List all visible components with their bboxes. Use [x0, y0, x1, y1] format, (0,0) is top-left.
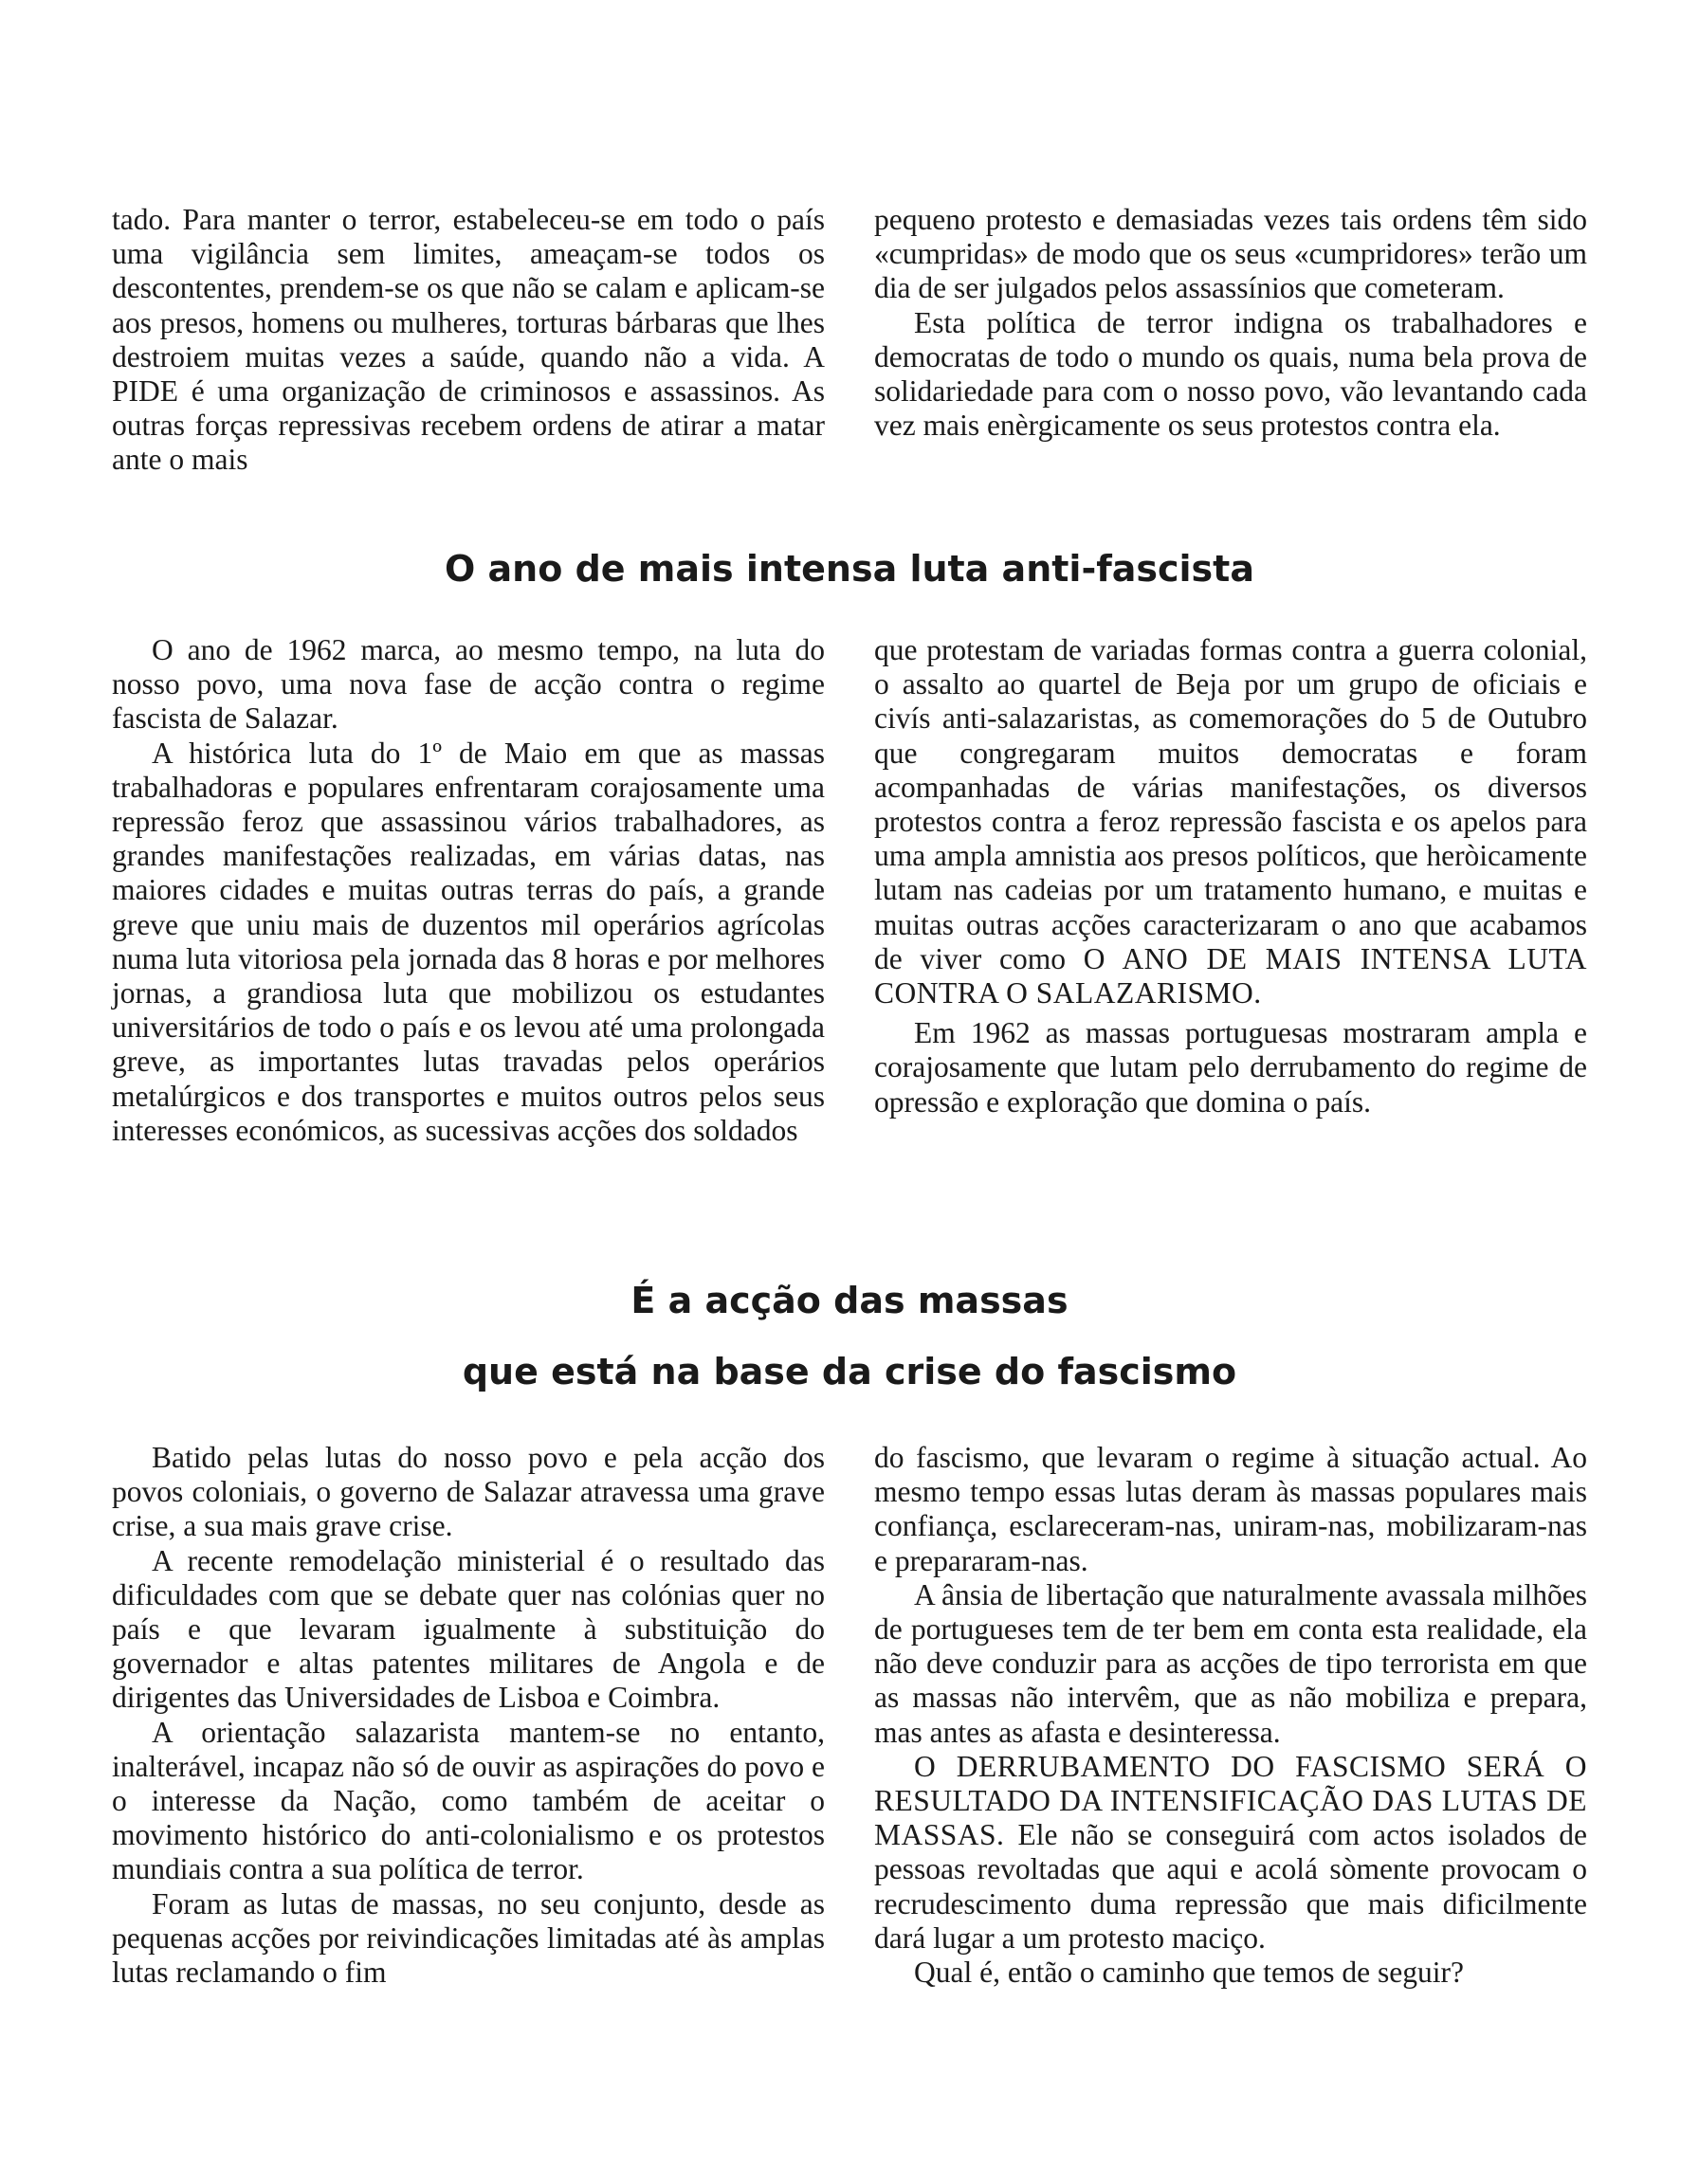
emphasis-text: O DERRUBAMENTO DO FASCISMO SERÁ O RESULTADO DA INTENSIFICAÇÃO DAS LUTAS DE MASSAS.	[874, 1749, 1587, 1852]
paragraph: do fascismo, que levaram o regime à situação actual. Ao mesmo tempo essas lutas deram às massas populares mais confiança, esclareceram-nas, uniram-nas, mobilizaram-nas e prepararam-nas.	[874, 1441, 1587, 1577]
paragraph: Foram as lutas de massas, no seu conjunto, desde as pequenas acções por reivindicações limitadas até às amplas lutas reclamando o fim	[112, 1886, 825, 1990]
section-heading-fascism-crisis: que está na base da crise do fascismo	[462, 1351, 1237, 1392]
paragraph: tado. Para manter o terror, estabeleceu-se em todo o país uma vigilância sem limites, ameaçam-se todos os descontentes, prendem-se os que não se calam e aplicam-se aos presos, homens ou mulheres, torturas bárbaras que lhes destroiem muitas vezes a saúde, quando não a vida. A PIDE é uma organização de criminosos e assassinos. As outras forças repressivas recebem ordens de atirar a matar ante o mais	[112, 203, 825, 477]
paragraph	[874, 633, 1587, 1010]
section-3-right-column	[874, 1441, 1587, 1990]
paragraph: Em 1962 as massas portuguesas mostraram ampla e corajosamente que lutam pelo derrubamento do regime de opressão e exploração que domina o país.	[874, 1016, 1587, 1119]
section-1-columns	[112, 203, 1587, 478]
paragraph-text: Ele não se conseguirá com actos isolados de pessoas revoltadas que aqui e acolá sòmente provocam o recrudescimento duma repressão que mais dificilmente dará lugar a um protesto maciço.	[874, 1818, 1588, 1955]
section-2-columns	[112, 633, 1587, 1148]
paragraph	[874, 1750, 1587, 1956]
section-2-left-column	[112, 633, 825, 1148]
paragraph: O ano de 1962 marca, ao mesmo tempo, na luta do nosso povo, uma nova fase de acção contra o regime fascista de Salazar.	[112, 633, 825, 736]
section-1-right-column	[874, 203, 1587, 478]
paragraph: Esta política de terror indigna os trabalhadores e democratas de todo o mundo os quais, numa bela prova de solidariedade para com o nosso povo, vão levantando cada vez mais enèrgicamente os seus protestos contra ela.	[874, 305, 1587, 443]
paragraph: A ânsia de libertação que naturalmente avassala milhões de portugueses tem de ter bem em conta esta realidade, ela não deve conduzir para as acções de tipo terrorista em que as massas não intervêm, que as não mobiliza e prepara, mas antes as afasta e desinteressa.	[874, 1577, 1587, 1749]
section-1-left-column	[112, 203, 825, 478]
section-3-left-column	[112, 1441, 825, 1990]
section-heading-intense-struggle: O ano de mais intensa luta anti-fascista	[445, 548, 1254, 590]
paragraph: pequeno protesto e demasiadas vezes tais ordens têm sido «cumpridas» de modo que os seus «cumpridores» terão um dia de ser julgados pelos assassínios que cometeram.	[874, 203, 1587, 305]
paragraph-text: que protestam de variadas formas contra a guerra colonial, o assalto ao quartel de Beja por um grupo de oficiais e civís anti-salazaristas, as comemorações do 5 de Outubro que congregaram muitos democratas e foram acompanhadas de várias manifestações, os diversos protestos contra a feroz repressão fascista e os apelos para uma ampla amnistia aos presos políticos, que heròicamente lutam nas cadeias por um tratamento humano, e muitas e muitas outras acções caracterizaram o ano que acabamos de viver como	[874, 633, 1587, 975]
paragraph: A orientação salazarista mantem-se no entanto, inalterável, incapaz não só de ouvir as aspirações do povo e o interesse da Nação, como também de aceitar o movimento histórico do anti-colonialismo e os protestos mundiais contra a sua política de terror.	[112, 1715, 825, 1886]
paragraph: Qual é, então o caminho que temos de seguir?	[914, 1956, 1464, 1990]
section-2-right-column	[874, 633, 1587, 1148]
paragraph: Batido pelas lutas do nosso povo e pela acção dos povos coloniais, o governo de Salazar atravessa uma grave crise, a sua mais grave crise.	[112, 1441, 825, 1543]
emphasis-text: O ANO DE MAIS INTENSA LUTA CONTRA O SALAZARISMO.	[874, 941, 1588, 1010]
section-3-columns	[112, 1441, 1587, 1990]
paragraph: A recente remodelação ministerial é o resultado das dificuldades com que se debate quer nas colónias quer no país e que levaram igualmente à substituição do governador e altas patentes militares de Angola e de dirigentes das Universidades de Lisboa e Coimbra.	[112, 1543, 825, 1715]
section-heading-mass-action: É a acção das massas	[630, 1280, 1069, 1321]
paragraph: A histórica luta do 1º de Maio em que as massas trabalhadoras e populares enfrentaram corajosamente uma repressão feroz que assassinou vários trabalhadores, as grandes manifestações realizadas, em várias datas, nas maiores cidades e muitas outras terras do país, a grande greve que uniu mais de duzentos mil operários agrícolas numa luta vitoriosa pela jornada das 8 horas e por melhores jornas, a grandiosa luta que mobilizou os estudantes universitários de todo o país e os levou até uma prolongada greve, as importantes lutas travadas pelos operários metalúrgicos e dos transportes e muitos outros pelos seus interesses económicos, as sucessivas acções dos soldados	[112, 736, 825, 1147]
